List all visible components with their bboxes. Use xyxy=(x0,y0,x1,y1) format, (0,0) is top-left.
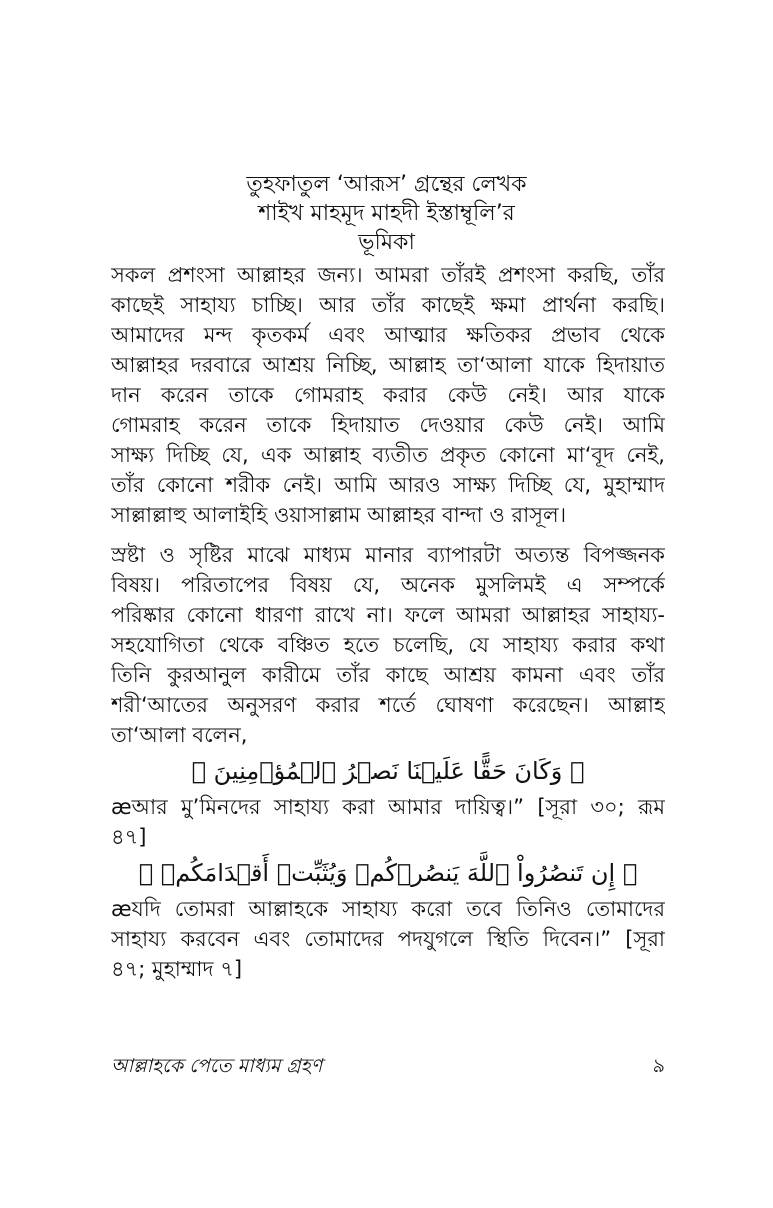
text-line: তা‘আলা বলেন, xyxy=(111,723,248,747)
heading-line-author: শাইখ মাহমূদ মাহদী ইস্তাম্বূলি’র xyxy=(258,201,515,226)
text-line: æযদি তোমরা আল্লাহকে সাহায্য করো তবে তিনিও তোমাদের xyxy=(111,897,665,921)
text-line: ৪৭] xyxy=(111,825,147,849)
main-text xyxy=(111,260,665,984)
text-line: সকল প্রশংসা আল্লাহর জন্য। আমরা তাঁরই প্রশংসা করছি, তাঁর xyxy=(111,263,665,287)
text-line: সাল্লাল্লাহু আলাইহি ওয়াসাল্লাম আল্লাহর বান্দা ও রাসূল। xyxy=(111,503,567,527)
running-title: আল্লাহকে পেতে মাধ্যম গ্রহণ xyxy=(111,1055,323,1077)
text-line: সাক্ষ্য দিচ্ছি যে, এক আল্লাহ ব্যতীত প্রকৃত কোনো মা‘বূদ নেই, xyxy=(111,443,665,467)
page-number: ৯ xyxy=(652,1055,665,1077)
text-line: গোমরাহ করেন তাকে হিদায়াত দেওয়ার কেউ নেই। আমি xyxy=(111,413,665,437)
text-line: পরিষ্কার কোনো ধারণা রাখে না। ফলে আমরা আল্লাহর সাহায্য- xyxy=(111,603,665,627)
paragraph-2 xyxy=(111,540,665,750)
text-line: বিষয়। পরিতাপের বিষয় যে, অনেক মুসলিমই এ সম্পর্কে xyxy=(111,573,665,597)
text-line: æআর মু’মিনদের সাহায্য করা আমার দায়িত্ব।” [সূরা ৩০; রূম xyxy=(111,795,665,819)
text-line: শরী‘আতের অনুসরণ করার শর্তে ঘোষণা করেছেন। আল্লাহ xyxy=(111,693,665,717)
quran-verse-arabic-1: ﴿ وَكَانَ حَقًّا عَلَيۡنَا نَصۡرُ ٱلۡمُؤۡمِنِينَ ﴾ xyxy=(191,757,585,785)
text-line: ৪৭; মুহাম্মাদ ৭] xyxy=(111,957,243,981)
text-line: তিনি কুরআনুল কারীমে তাঁর কাছে আশ্রয় কামনা এবং তাঁর xyxy=(111,663,665,687)
heading-line-title: ভূমিকা xyxy=(358,230,415,255)
text-line: দান করেন তাকে গোমরাহ করার কেউ নেই। আর যাকে xyxy=(111,383,665,407)
text-line: আল্লাহর দরবারে আশ্রয় নিচ্ছি, আল্লাহ তা‘আলা যাকে হিদায়াত xyxy=(111,353,665,377)
text-line: স্রষ্টা ও সৃষ্টির মাঝে মাধ্যম মানার ব্যাপারটা অত্যন্ত বিপজ্জনক xyxy=(111,543,665,567)
text-line: কাছেই সাহায্য চাচ্ছি। আর তাঁর কাছেই ক্ষমা প্রার্থনা করছি। xyxy=(111,293,665,317)
quran-verse-arabic-2: ﴿ إِن تَنصُرُواْ ٱللَّهَ يَنصُرۡكُمۡ وَيُثَبِّتۡ أَقۡدَامَكُمۡ ﴾ xyxy=(138,859,638,887)
text-line: তাঁর কোনো শরীক নেই। আমি আরও সাক্ষ্য দিচ্ছি যে, মুহাম্মাদ xyxy=(111,473,665,497)
text-line: সাহায্য করবেন এবং তোমাদের পদযুগলে স্থিতি দিবেন।” [সূরা xyxy=(111,927,665,951)
heading-line-author-book: তুহফাতুল ‘আরূস’ গ্রন্থের লেখক xyxy=(246,172,527,197)
verse-translation-2 xyxy=(111,894,665,984)
text-line: আমাদের মন্দ কৃতকর্ম এবং আত্মার ক্ষতিকর প্রভাব থেকে xyxy=(111,323,665,347)
page-footer xyxy=(111,1052,665,1084)
verse-translation-1 xyxy=(111,792,665,852)
paragraph-1 xyxy=(111,260,665,530)
text-line: সহযোগিতা থেকে বঞ্চিত হতে চলেছি, যে সাহায্য করার কথা xyxy=(111,633,665,657)
chapter-heading xyxy=(0,170,773,257)
